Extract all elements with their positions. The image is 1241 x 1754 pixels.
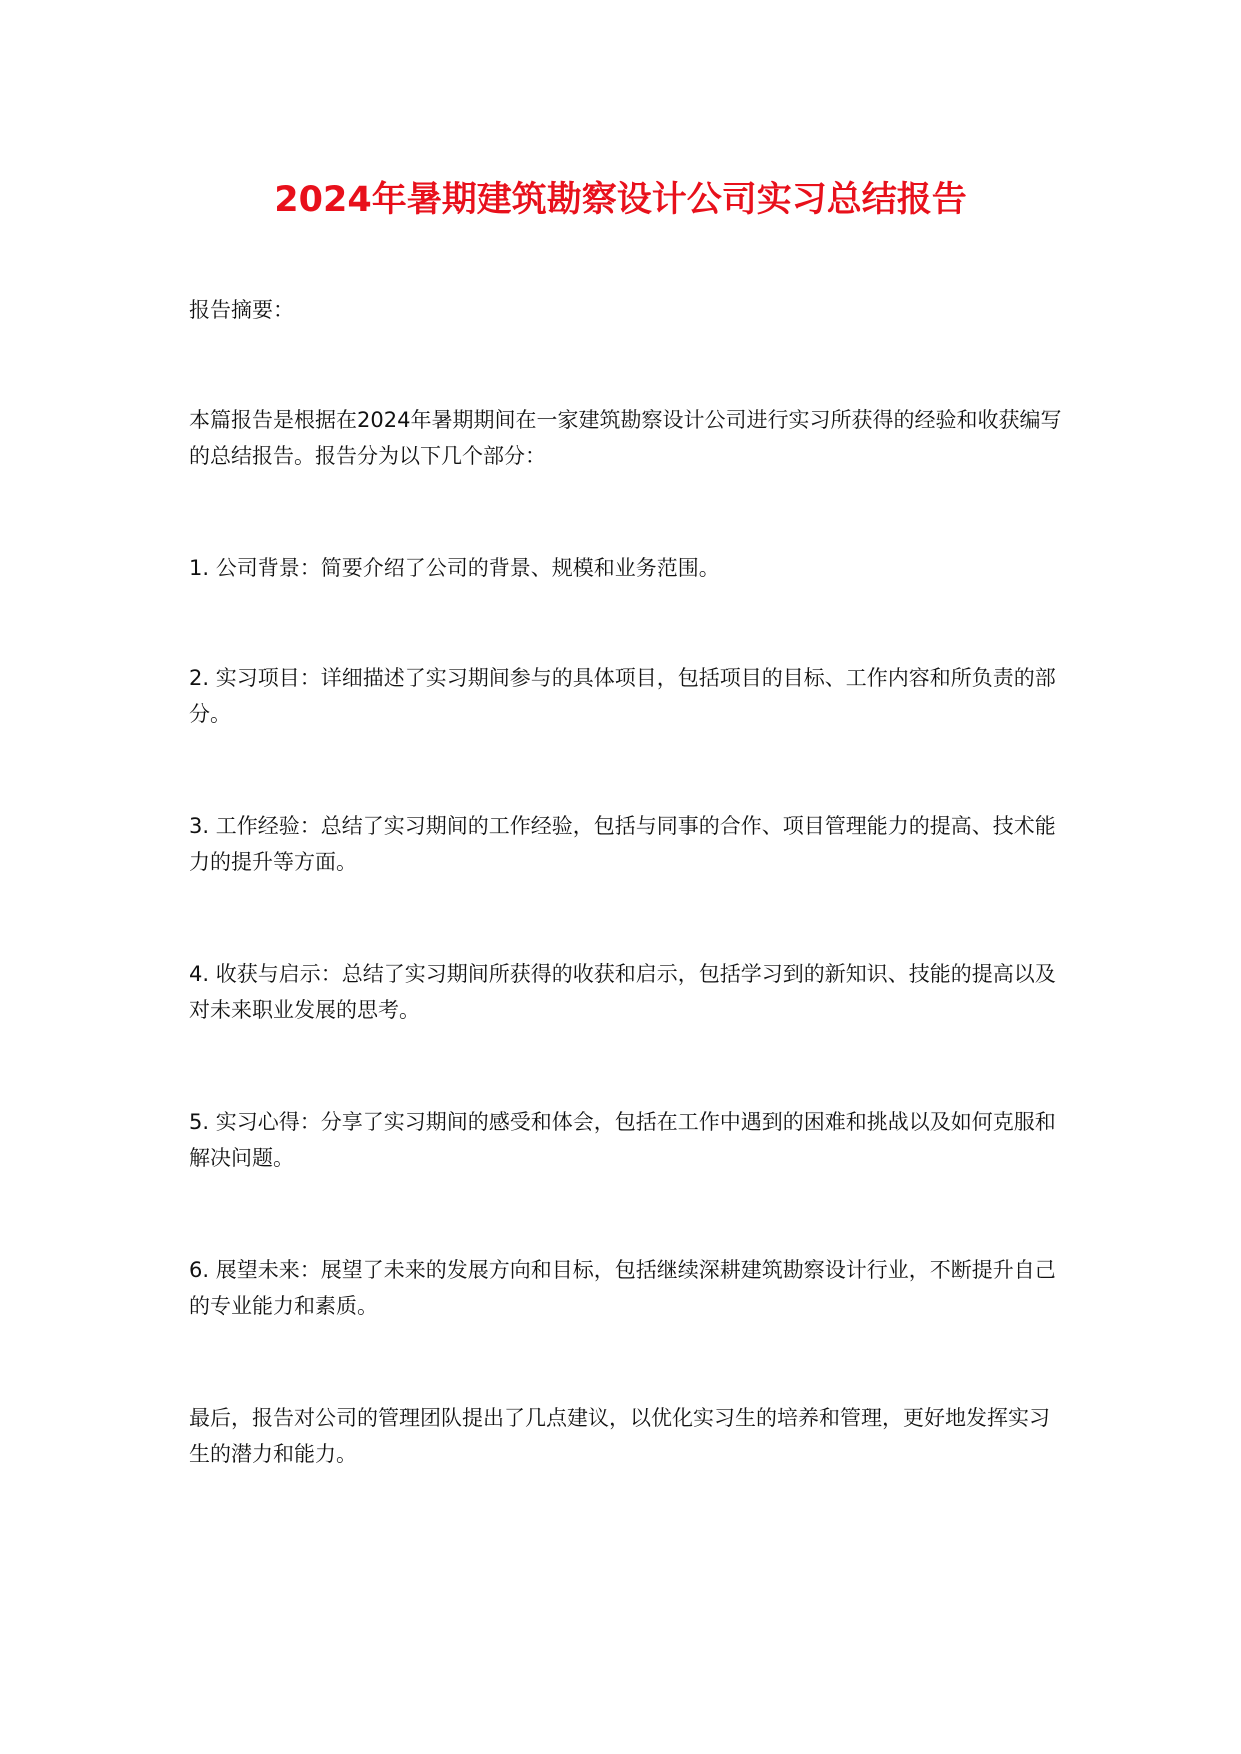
abstract-label: 报告摘要： [189, 298, 294, 322]
list-item-work-experience: 3. 工作经验：总结了实习期间的工作经验，包括与同事的合作、项目管理能力的提高、技术能力的提升等方面。 [189, 814, 1056, 874]
list-item-reflections: 5. 实习心得：分享了实习期间的感受和体会，包括在工作中遇到的困难和挑战以及如何克服和解决问题。 [189, 1110, 1056, 1170]
list-item-internship-project: 2. 实习项目：详细描述了实习期间参与的具体项目，包括项目的目标、工作内容和所负责的部分。 [189, 666, 1056, 726]
intro-paragraph: 本篇报告是根据在2024年暑期期间在一家建筑勘察设计公司进行实习所获得的经验和收获编写的总结报告。报告分为以下几个部分： [189, 408, 1062, 468]
conclusion-paragraph: 最后，报告对公司的管理团队提出了几点建议，以优化实习生的培养和管理，更好地发挥实习生的潜力和能力。 [189, 1406, 1050, 1466]
list-item-gains-insights: 4. 收获与启示：总结了实习期间所获得的收获和启示，包括学习到的新知识、技能的提高以及对未来职业发展的思考。 [189, 962, 1056, 1022]
document-title: 2024年暑期建筑勘察设计公司实习总结报告 [274, 180, 967, 220]
list-item-company-background: 1. 公司背景：简要介绍了公司的背景、规模和业务范围。 [189, 556, 720, 580]
list-item-future-outlook: 6. 展望未来：展望了未来的发展方向和目标，包括继续深耕建筑勘察设计行业，不断提升自己的专业能力和素质。 [189, 1258, 1056, 1318]
